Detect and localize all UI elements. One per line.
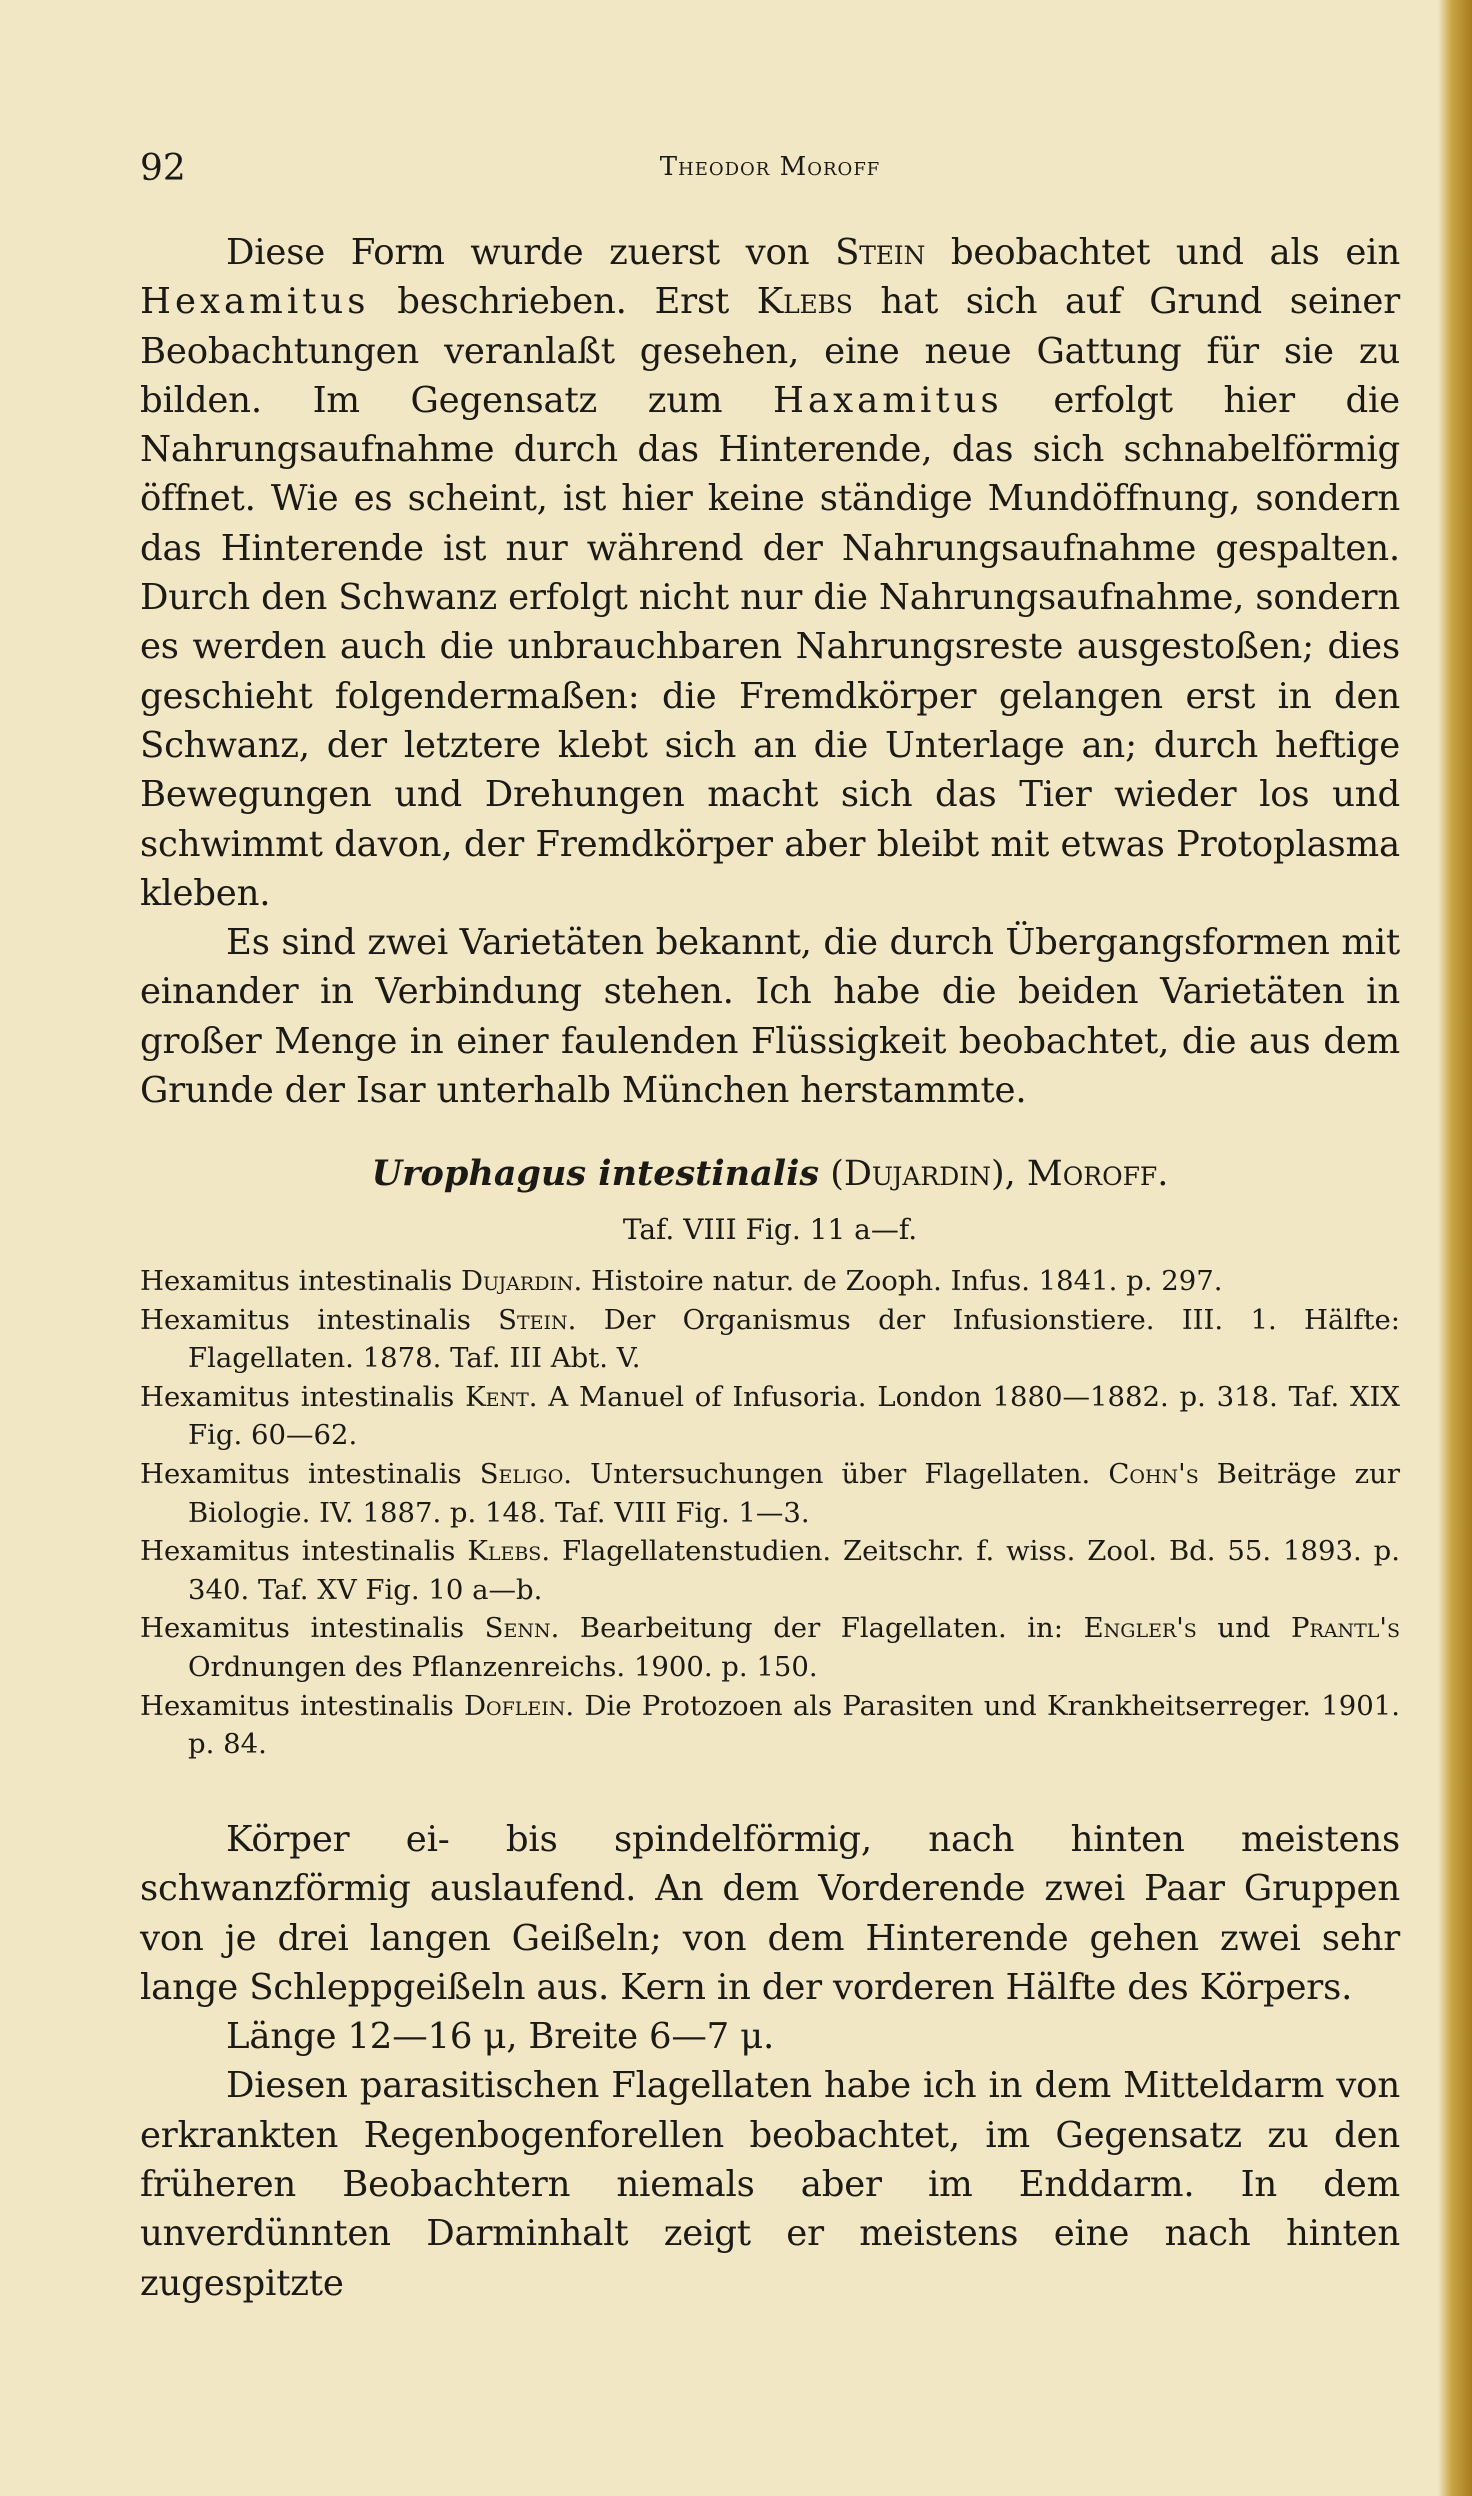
author-name: Senn. xyxy=(484,1612,560,1645)
author-name: Doflein. xyxy=(463,1689,575,1722)
text-run: und xyxy=(1196,1612,1291,1645)
synonymy-entry xyxy=(140,1687,1400,1764)
author-name: Prantl's xyxy=(1290,1612,1400,1645)
citation: Histoire natur. de Zooph. Infus. 1841. p. 297. xyxy=(582,1265,1223,1297)
author-name: Dujardin. xyxy=(461,1265,583,1297)
citation: Ordnungen des Pflanzenreichs. 1900. p. 150. xyxy=(188,1650,818,1683)
running-head xyxy=(140,148,1400,208)
taxon-name: Hexamitus intestinalis xyxy=(140,1457,480,1490)
text-run: beobachtet und als ein xyxy=(925,232,1400,273)
author-name: Cohn's xyxy=(1108,1457,1199,1490)
synonymy-list xyxy=(140,1262,1400,1764)
text-run: beschrieben. Erst xyxy=(369,281,757,323)
running-title: Theodor Moroff xyxy=(659,152,881,182)
author-name: Klebs. xyxy=(467,1535,551,1568)
taxon-name: Hexamitus intestinalis xyxy=(140,1265,461,1297)
text-run: erfolgt hier die Nahrungsaufnahme durch das Hinterende, das sich schnabelförmig öffnet. Wie es scheint, ist hier keine ständige Mundöffnung, sondern das Hinterende ist nur während der Nahrungsaufnahme gespalten. Durch den Schwanz erfolgt nicht nur die Nahrungsaufnahme, sondern es werden auch die unbrauchbaren Nahrungsreste ausgestoßen; dies geschieht folgendermaßen: die Fremdkörper gelangen erst in den Schwanz, der letztere klebt sich an die Unterlage an; durch heftige Bewegungen und Drehungen macht sich das Tier wieder los und schwimmt davon, der Fremdkörper aber bleibt mit etwas Protoplasma kleben. xyxy=(140,379,1400,914)
taxon-name: Hexamitus intestinalis xyxy=(140,1612,485,1645)
author-name: Dujardin xyxy=(843,1154,992,1194)
citation: Untersuchungen über Flagellaten. xyxy=(572,1457,1109,1490)
taxon-name: Hexamitus intestinalis xyxy=(140,1380,466,1413)
author-name: Moroff. xyxy=(1026,1154,1169,1194)
citation: A Manuel of Infusoria. London 1880—1882. p. 318. Taf. XIX Fig. 60—62. xyxy=(188,1380,1400,1452)
section-heading xyxy=(140,1150,1400,1198)
synonymy-entry xyxy=(140,1301,1400,1378)
citation: Die Protozoen als Parasiten und Krankheitserreger. 1901. p. 84. xyxy=(188,1689,1400,1761)
genus-name: Hexamitus xyxy=(140,281,370,323)
citation: Bearbeitung der Flagellaten. in: xyxy=(559,1612,1084,1645)
author-name: Stein. xyxy=(498,1303,577,1336)
citation: Der Organismus der Infusionstiere. III. 1. Hälfte: Flagellaten. 1878. Taf. III Abt. V. xyxy=(188,1303,1400,1375)
author-name: Engler's xyxy=(1083,1612,1197,1645)
text-run: hat sich auf Grund seiner Beobachtungen veranlaßt gesehen, eine neue Gattung für sie zu bilden. Im Gegensatz zum xyxy=(140,281,1400,421)
taxon-name: Hexamitus intestinalis xyxy=(140,1689,464,1722)
page-edge xyxy=(1438,0,1472,2496)
text-run: Diese Form wurde zuerst von xyxy=(226,232,836,273)
author-name: Seligo. xyxy=(479,1457,573,1490)
body-text-top xyxy=(140,228,1400,1115)
author-name: Klebs xyxy=(756,281,853,323)
paragraph-5: Diesen parasitischen Flagellaten habe ich in dem Mitteldarm von erkrankten Regenbogenforellen beobachtet, im Gegensatz zu den früheren Beobachtern niemals aber im Enddarm. In dem unverdünnten Darminhalt zeigt er meistens eine nach hinten zugespitzte xyxy=(140,2065,1400,2304)
text-run: ), xyxy=(991,1154,1027,1194)
species-name: Urophagus intestinalis xyxy=(371,1153,820,1194)
synonymy-entry xyxy=(140,1455,1400,1532)
text-run: ( xyxy=(819,1154,844,1194)
body-text-bottom xyxy=(140,1815,1400,2308)
paragraph-3: Körper ei- bis spindelförmig, nach hinten meistens schwanzförmig auslaufend. An dem Vorderende zwei Paar Gruppen von je drei langen Geißeln; von dem Hinterende gehen zwei sehr lange Schleppgeißeln aus. Kern in der vorderen Hälfte des Körpers. xyxy=(140,1819,1400,2008)
author-name: Kent. xyxy=(465,1380,538,1413)
author-name: Stein xyxy=(835,232,926,273)
synonymy-entry xyxy=(140,1609,1400,1686)
citation: Flagellatenstudien. Zeitschr. f. wiss. Zool. Bd. 55. 1893. p. 340. Taf. XV Fig. 10 a—b. xyxy=(188,1535,1400,1606)
taxon-name: Hexamitus intestinalis xyxy=(140,1535,468,1568)
paragraph-1 xyxy=(140,228,1400,918)
paragraph-2: Es sind zwei Varietäten bekannt, die durch Übergangsformen mit einander in Verbindung stehen. Ich habe die beiden Varietäten in großer Menge in einer faulenden Flüssigkeit beobachtet, die aus dem Grunde der Isar unterhalb München herstammte. xyxy=(140,922,1400,1112)
citation: Beiträge zur Biologie. IV. 1887. p. 148. Taf. VIII Fig. 1—3. xyxy=(188,1457,1400,1529)
synonymy-entry xyxy=(140,1532,1400,1609)
page-number: 92 xyxy=(140,148,186,189)
plate-reference: Taf. VIII Fig. 11 a—f. xyxy=(622,1213,918,1246)
taxon-name: Hexamitus intestinalis xyxy=(140,1303,499,1336)
paragraph-4: Länge 12—16 μ, Breite 6—7 μ. xyxy=(226,2016,775,2058)
synonymy-entry xyxy=(140,1262,1400,1301)
genus-name: Haxamitus xyxy=(773,379,1003,421)
synonymy-entry xyxy=(140,1378,1400,1455)
